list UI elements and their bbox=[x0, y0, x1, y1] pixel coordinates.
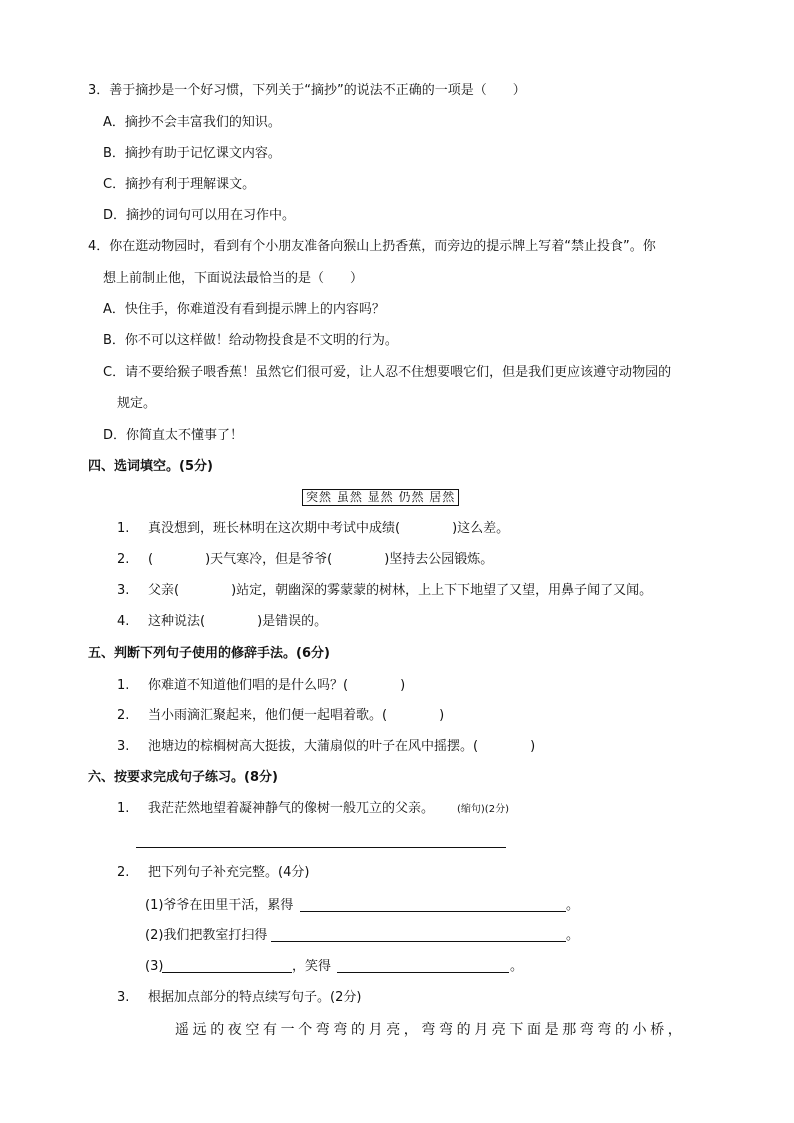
q4-option-b: B．你不可以这样做！给动物投食是不文明的行为。 bbox=[103, 333, 398, 348]
answer-line[interactable] bbox=[162, 972, 292, 973]
sec5-item-text: 池塘边的棕榈树高大挺拔，大蒲扇似的叶子在风中摇摆。( ) bbox=[148, 739, 536, 754]
q4-option-a: A．快住手，你难道没有看到提示牌上的内容吗？ bbox=[103, 302, 385, 317]
period: 。 bbox=[566, 898, 580, 913]
sec4-item-text: ( )天气寒冷，但是爷爷( )坚持去公园锻炼。 bbox=[148, 552, 494, 567]
q3-stem: 3．善于摘抄是一个好习惯，下列关于“摘抄”的说法不正确的一项是（ ） bbox=[88, 83, 526, 98]
sec5-item-text: 你难道不知道他们唱的是什么吗？( ) bbox=[148, 678, 406, 693]
answer-line[interactable] bbox=[136, 847, 506, 848]
sec6-item3-num: 3. bbox=[117, 990, 130, 1005]
sec6-item1-note: (缩句)(2分) bbox=[457, 804, 509, 815]
sec6-item1-num: 1. bbox=[117, 801, 130, 816]
sec4-item-num: 1. bbox=[117, 521, 130, 536]
q3-option-c: C．摘抄有利于理解课文。 bbox=[103, 177, 256, 192]
sec4-item-num: 3. bbox=[117, 583, 130, 598]
sec5-item-text: 当小雨滴汇聚起来，他们便一起唱着歌。( ) bbox=[148, 708, 445, 723]
section4-title: 四、选词填空。(5分) bbox=[88, 459, 213, 474]
q4-stem-line2: 想上前制止他，下面说法最恰当的是（ ） bbox=[103, 271, 364, 286]
sec4-item-text: 父亲( )站定，朝幽深的雾蒙蒙的树林，上上下下地望了又望，用鼻子闻了又闻。 bbox=[148, 583, 653, 598]
period: 。 bbox=[510, 959, 524, 974]
sec6-item3-passage: 遥远的夜空有一个弯弯的月亮，弯弯的月亮下面是那弯弯的小桥， bbox=[175, 1022, 686, 1038]
section5-title: 五、判断下列句子使用的修辞手法。(6分) bbox=[88, 646, 330, 661]
q3-option-d: D．摘抄的词句可以用在习作中。 bbox=[103, 208, 296, 223]
sec6-item3-text: 根据加点部分的特点续写句子。(2分) bbox=[148, 990, 362, 1005]
q4-stem-line1: 4．你在逛动物园时，看到有个小朋友准备向猴山上扔香蕉，而旁边的提示牌上写着“禁止投食”。你 bbox=[88, 239, 656, 254]
sec6-item1-text: 我茫茫然地望着凝神静气的像树一般兀立的父亲。 bbox=[148, 801, 435, 816]
answer-line[interactable] bbox=[271, 941, 566, 942]
sec5-item-num: 1. bbox=[117, 678, 130, 693]
period: 。 bbox=[566, 928, 580, 943]
q4-option-d: D．你简直太不懂事了！ bbox=[103, 428, 244, 443]
q3-option-a: A．摘抄不会丰富我们的知识。 bbox=[103, 115, 281, 130]
sec6-sub2: (2)我们把教室打扫得 bbox=[145, 928, 268, 943]
sec4-item-text: 真没想到，班长林明在这次期中考试中成绩( )这么差。 bbox=[148, 521, 510, 536]
sec4-item-num: 4. bbox=[117, 614, 130, 629]
sec6-sub3-mid: ，笑得 bbox=[292, 959, 332, 974]
sec5-item-num: 2. bbox=[117, 708, 130, 723]
section6-title: 六、按要求完成句子练习。(8分) bbox=[88, 770, 278, 785]
sec4-item-text: 这种说法( )是错误的。 bbox=[148, 614, 328, 629]
sec6-item2-num: 2. bbox=[117, 865, 130, 880]
sec5-item-num: 3. bbox=[117, 739, 130, 754]
sec6-sub3: (3) bbox=[145, 959, 164, 974]
word-box: 突然 虽然 显然 仍然 居然 bbox=[302, 489, 459, 506]
answer-line[interactable] bbox=[337, 972, 509, 973]
q4-option-c-cont: 规定。 bbox=[117, 396, 157, 411]
q3-option-b: B．摘抄有助于记忆课文内容。 bbox=[103, 146, 281, 161]
sec6-item2-text: 把下列句子补充完整。(4分) bbox=[148, 865, 310, 880]
answer-line[interactable] bbox=[300, 911, 566, 912]
sec4-item-num: 2. bbox=[117, 552, 130, 567]
q4-option-c: C．请不要给猴子喂香蕉！虽然它们很可爱，让人忍不住想要喂它们，但是我们更应该遵守动物园的 bbox=[103, 365, 672, 380]
sec6-sub1: (1)爷爷在田里干活，累得 bbox=[145, 898, 294, 913]
